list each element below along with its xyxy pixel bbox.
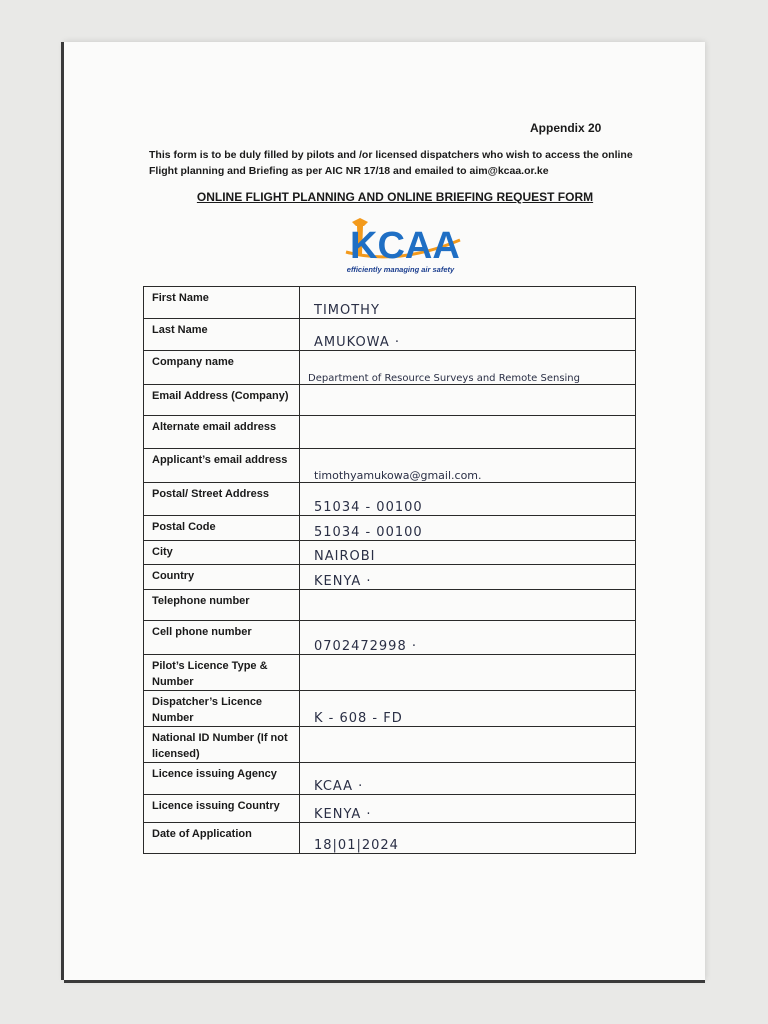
form-field-value[interactable] — [300, 319, 636, 351]
instructions-line-1: This form is to be duly filled by pilots and /or licensed dispatchers who wish to access the online — [149, 149, 633, 161]
handwritten-entry: 51034 - 00100 — [314, 500, 423, 515]
form-field-value[interactable] — [300, 565, 636, 590]
form-row — [144, 763, 636, 795]
form-field-value[interactable] — [300, 483, 636, 516]
form-field-value[interactable] — [300, 449, 636, 483]
handwritten-entry: Department of Resource Surveys and Remote Sensing — [308, 373, 580, 384]
form-field-value[interactable] — [300, 416, 636, 449]
form-field-value[interactable] — [300, 541, 636, 565]
logo-tagline: efficiently managing air safety — [346, 265, 455, 274]
form-field-value[interactable] — [300, 763, 636, 795]
form-row — [144, 416, 636, 449]
form-field-label: Applicant’s email address — [144, 449, 300, 483]
form-field-value[interactable] — [300, 385, 636, 416]
form-row — [144, 385, 636, 416]
handwritten-entry: KENYA · — [314, 574, 372, 589]
form-field-label: City — [144, 541, 300, 565]
form-field-value[interactable] — [300, 823, 636, 854]
form-row — [144, 287, 636, 319]
instructions-text — [149, 147, 639, 179]
logo-wordmark: KCAA — [350, 225, 460, 267]
handwritten-entry: 51034 - 00100 — [314, 525, 423, 540]
handwritten-entry: AMUKOWA · — [314, 335, 400, 350]
form-field-label: Cell phone number — [144, 621, 300, 655]
request-form-table — [143, 286, 636, 854]
form-row — [144, 516, 636, 541]
form-row — [144, 727, 636, 763]
form-row — [144, 565, 636, 590]
form-field-value[interactable] — [300, 621, 636, 655]
form-field-label: National ID Number (If not licensed) — [144, 727, 300, 763]
handwritten-entry: KCAA · — [314, 779, 364, 794]
form-row — [144, 590, 636, 621]
handwritten-entry: 0702472998 · — [314, 639, 417, 654]
form-field-label: Dispatcher’s Licence Number — [144, 691, 300, 727]
handwritten-entry: K - 608 - FD — [314, 711, 403, 726]
form-field-label: Last Name — [144, 319, 300, 351]
form-row — [144, 655, 636, 691]
form-field-value[interactable] — [300, 516, 636, 541]
form-row — [144, 621, 636, 655]
form-row — [144, 541, 636, 565]
handwritten-entry: timothyamukowa@gmail.com. — [314, 469, 482, 482]
handwritten-entry: NAIROBI — [314, 549, 376, 564]
handwritten-entry: 18|01|2024 — [314, 838, 399, 853]
form-field-value[interactable] — [300, 287, 636, 319]
appendix-label: Appendix 20 — [530, 121, 602, 135]
form-field-value[interactable] — [300, 727, 636, 763]
form-field-label: Licence issuing Agency — [144, 763, 300, 795]
form-field-label: First Name — [144, 287, 300, 319]
handwritten-entry: TIMOTHY — [314, 303, 380, 318]
form-field-value[interactable] — [300, 351, 636, 385]
form-field-label: Email Address (Company) — [144, 385, 300, 416]
form-row — [144, 691, 636, 727]
form-row — [144, 823, 636, 854]
form-field-label: Licence issuing Country — [144, 795, 300, 823]
form-row — [144, 449, 636, 483]
form-field-label: Postal/ Street Address — [144, 483, 300, 516]
handwritten-entry: KENYA · — [314, 807, 372, 822]
form-row — [144, 319, 636, 351]
form-field-label: Alternate email address — [144, 416, 300, 449]
form-field-label: Country — [144, 565, 300, 590]
form-field-label: Date of Application — [144, 823, 300, 854]
form-row — [144, 483, 636, 516]
form-field-label: Pilot’s Licence Type & Number — [144, 655, 300, 691]
form-field-value[interactable] — [300, 590, 636, 621]
form-row — [144, 795, 636, 823]
form-field-value[interactable] — [300, 655, 636, 691]
form-field-label: Telephone number — [144, 590, 300, 621]
form-field-label: Postal Code — [144, 516, 300, 541]
form-field-label: Company name — [144, 351, 300, 385]
form-field-value[interactable] — [300, 691, 636, 727]
form-row — [144, 351, 636, 385]
form-title: ONLINE FLIGHT PLANNING AND ONLINE BRIEFING REQUEST FORM — [196, 190, 594, 204]
form-field-value[interactable] — [300, 795, 636, 823]
instructions-line-2: Flight planning and Briefing as per AIC NR 17/18 and emailed to aim@kcaa.or.ke — [149, 165, 549, 177]
